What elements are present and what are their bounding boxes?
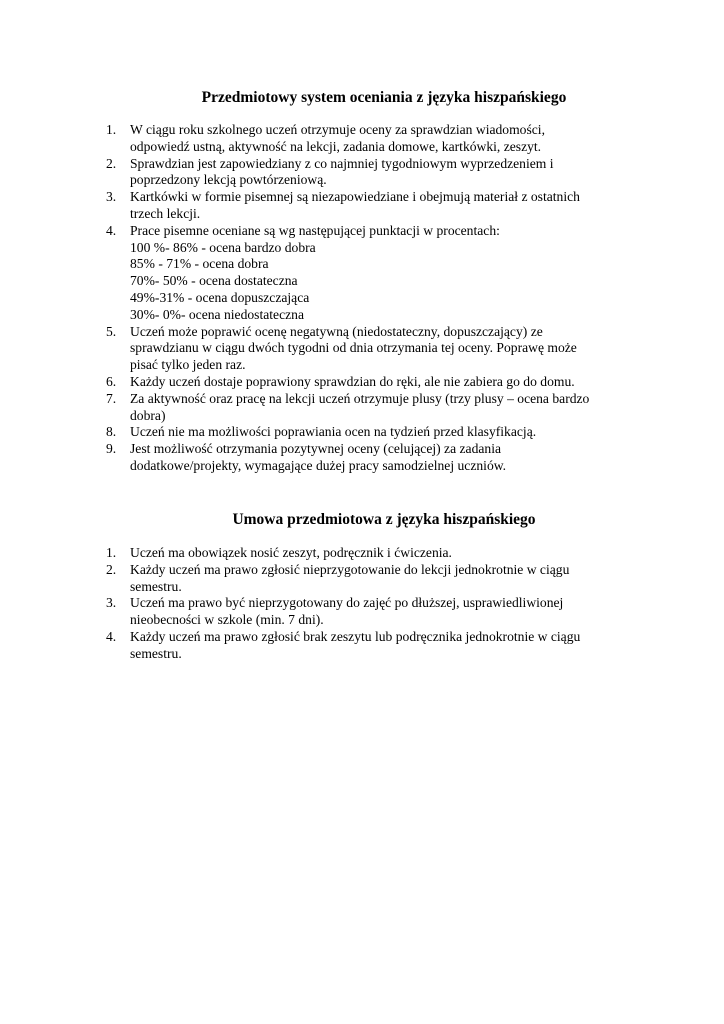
list-item-number: 1. [106,122,117,137]
list-item-text-line: dobra) [130,407,166,423]
grading-rules-list [0,122,724,475]
list-item [0,562,724,596]
list-item-text-line: poprzedzony lekcją powtórzeniową. [130,172,327,188]
list-item-text-line: semestru. [130,578,182,594]
list-item-number: 8. [106,424,117,440]
list-item-text-line: nieobecności w szkole (min. 7 dni). [130,612,324,628]
list-item [0,391,724,425]
list-item-number: 3. [106,595,117,611]
list-item-text-line: dodatkowe/projekty, wymagające dużej pracy samodzielnej uczniów. [130,457,507,473]
list-item-number: 9. [106,441,117,457]
list-item-text-line: trzech lekcji. [130,205,201,221]
grade-scale-list [130,240,634,324]
list-item-number: 4. [106,222,117,238]
list-item [0,441,724,475]
list-item [0,156,724,190]
list-item-text-line: Każdy uczeń ma prawo zgłosić brak zeszytu lub podręcznika jednokrotnie w ciągu [130,628,581,644]
list-item-text-line: Każdy uczeń ma prawo zgłosić nieprzygotowanie do lekcji jednokrotnie w ciągu [130,561,570,577]
list-item-text-line: Uczeń ma prawo być nieprzygotowany do zajęć po dłuższej, usprawiedliwionej [130,595,564,611]
list-item-text-line: Prace pisemne oceniane są wg następującej punktacji w procentach: [130,222,500,238]
list-item-text-line: semestru. [130,645,182,661]
list-item-number: 1. [106,545,117,560]
list-item-text-line: Jest możliwość otrzymania pozytywnej oceny (celującej) za zadania [130,441,502,457]
list-item-text-line: Uczeń ma obowiązek nosić zeszyt, podręcznik i ćwiczenia. [130,545,452,560]
list-item-number: 4. [106,628,117,644]
list-item-text-line: pisać tylko jeden raz. [130,357,246,373]
grade-scale-entry: 85% - 71% - ocena dobra [130,256,269,272]
list-item-number: 2. [106,155,117,171]
list-item [0,595,724,629]
section-title-grading-system: Przedmiotowy system oceniania z języka hiszpańskiego [201,89,567,106]
list-item-number: 2. [106,561,117,577]
list-item [0,545,724,562]
grade-scale-entry: 70%- 50% - ocena dostateczna [130,273,298,289]
list-item [0,629,724,663]
list-item [0,189,724,223]
grade-scale-entry: 49%-31% - ocena dopuszczająca [130,289,310,305]
list-item-text-line: W ciągu roku szkolnego uczeń otrzymuje oceny za sprawdzian wiadomości, [130,122,545,137]
list-item-number: 6. [106,373,117,389]
list-item-number: 5. [106,323,117,339]
list-item [0,223,724,324]
list-item-number: 3. [106,189,117,205]
agreement-rules-list [0,545,724,663]
list-item-text-line: Kartkówki w formie pisemnej są niezapowiedziane i obejmują materiał z ostatnich [130,189,580,205]
section-title-subject-agreement: Umowa przedmiotowa z języka hiszpańskiego [232,511,536,528]
grade-scale-entry: 30%- 0%- ocena niedostateczna [130,306,304,322]
list-item-text-line: Uczeń nie ma możliwości poprawiania ocen na tydzień przed klasyfikacją. [130,424,537,440]
list-item-text-line: Każdy uczeń dostaje poprawiony sprawdzian do ręki, ale nie zabiera go do domu. [130,373,575,389]
list-item-number: 7. [106,390,117,406]
list-item [0,424,724,441]
list-item [0,122,724,156]
list-item [0,374,724,391]
list-item [0,324,724,374]
list-item-text-line: Uczeń może poprawić ocenę negatywną (niedostateczny, dopuszczający) ze [130,323,543,339]
list-item-text-line: sprawdzianu w ciągu dwóch tygodni od dnia otrzymania tej oceny. Poprawę może [130,340,577,356]
list-item-text-line: Sprawdzian jest zapowiedziany z co najmniej tygodniowym wyprzedzeniem i [130,155,554,171]
list-item-text-line: odpowiedź ustną, aktywność na lekcji, zadania domowe, kartkówki, zeszyt. [130,138,542,154]
list-item-text-line: Za aktywność oraz pracę na lekcji uczeń otrzymuje plusy (trzy plusy – ocena bardzo [130,390,590,406]
grade-scale-entry: 100 %- 86% - ocena bardzo dobra [130,239,316,255]
